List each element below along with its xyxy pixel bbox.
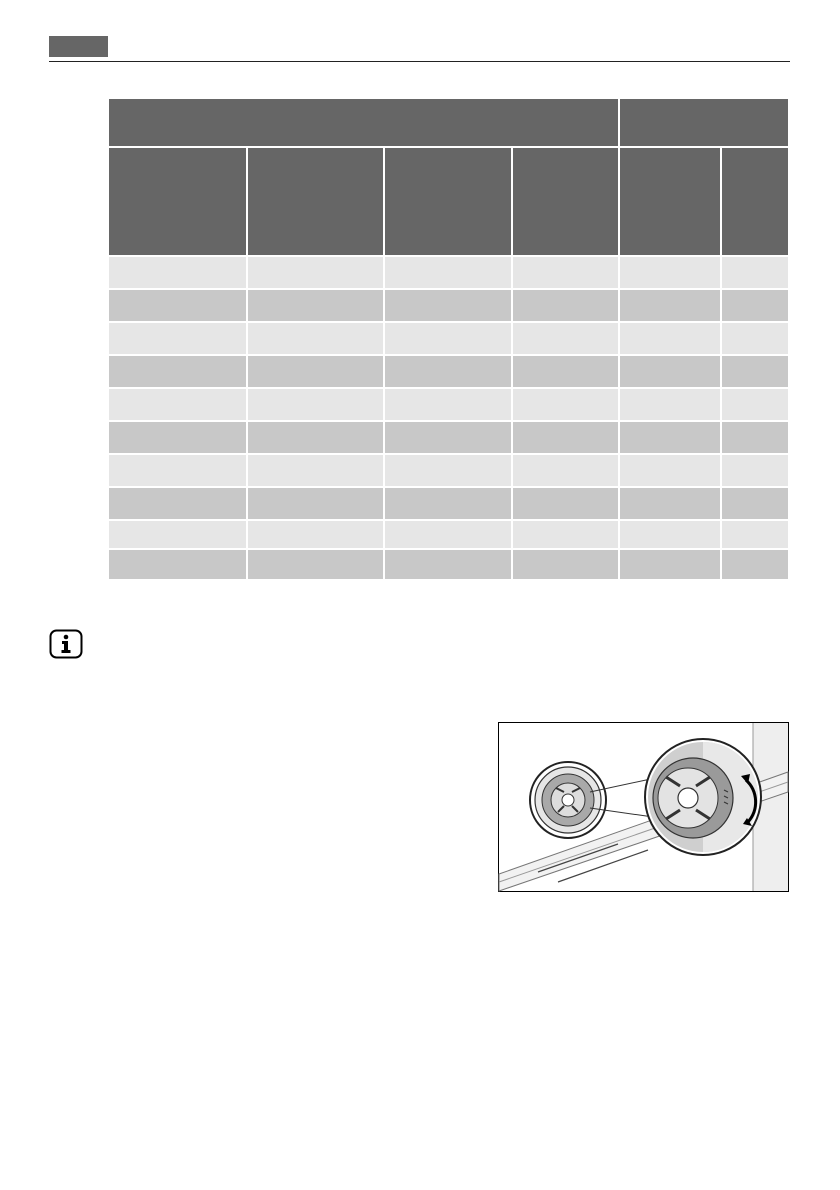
water-hardness-dial-illustration [498,722,789,892]
table-row [108,289,789,322]
table-row [108,322,789,355]
info-icon [49,629,83,659]
settings-table [107,97,790,581]
table-row [108,355,789,388]
chapter-tab [49,36,108,57]
header-rule [49,61,790,62]
table-row [108,487,789,520]
column-header [619,147,721,256]
table-row [108,520,789,549]
table-group-header-right [619,98,789,147]
table-row [108,421,789,454]
table-row [108,454,789,487]
table-row [108,388,789,421]
table-row [108,549,789,580]
column-header [721,147,789,256]
table-group-header-left [108,98,619,147]
table-row [108,256,789,289]
column-header [512,147,619,256]
column-header [384,147,512,256]
column-header [108,147,247,256]
column-header [247,147,384,256]
